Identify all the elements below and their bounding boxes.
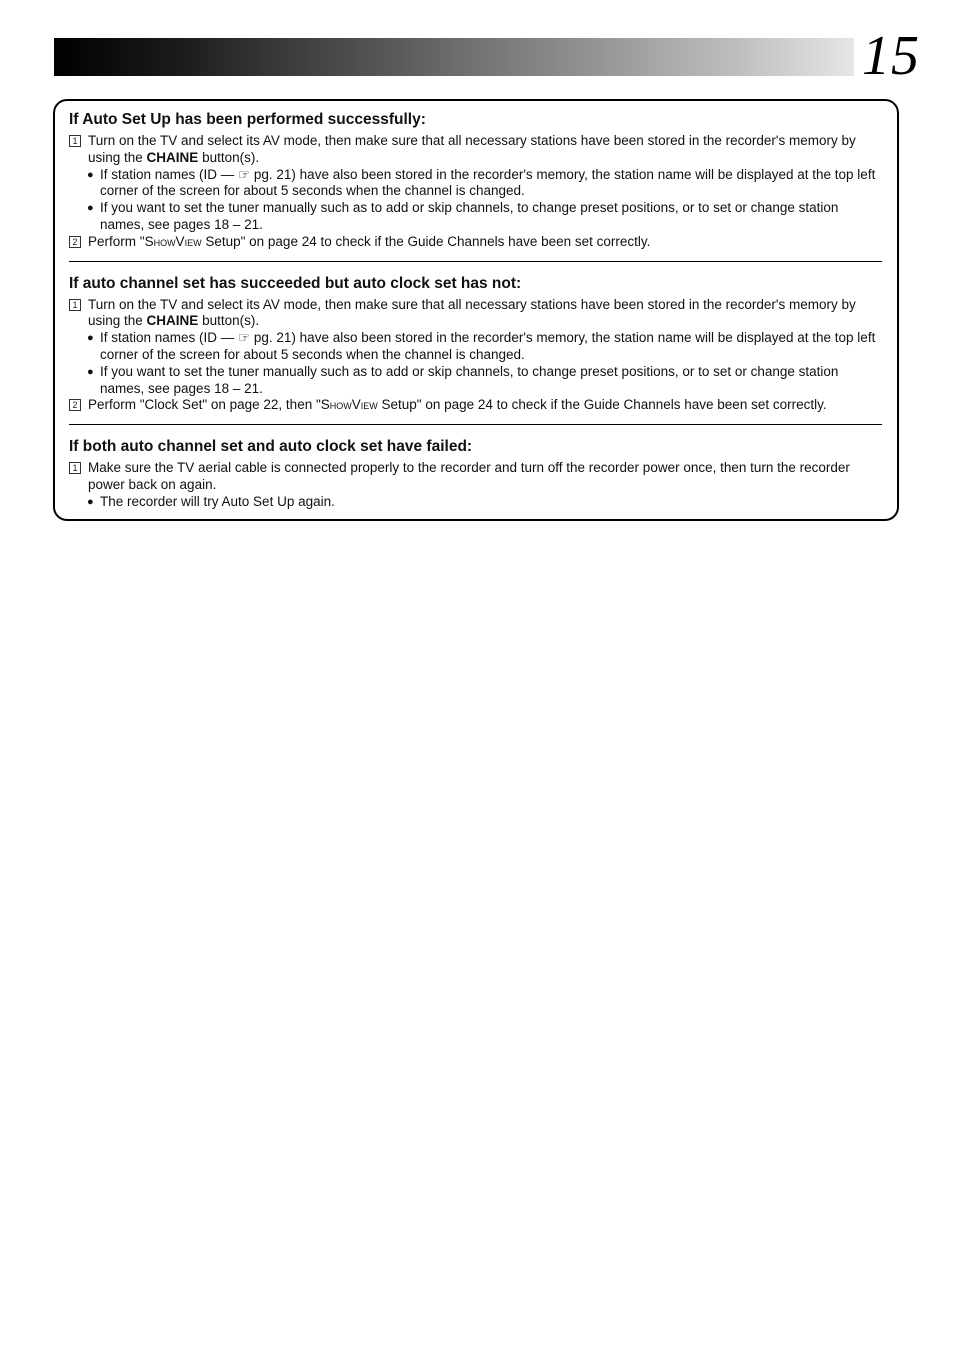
note-text: If station names (ID — ☞ pg. 21) have also been stored in the recorder's memory, the station name will be displayed at the top left corner of the screen for about 5 seconds when the channel is changed. [100, 330, 876, 362]
note-bullet [69, 330, 882, 364]
step-number-box: 2 [69, 399, 81, 411]
section-auto-setup-success [69, 109, 882, 251]
note-bullet [69, 364, 882, 398]
section-title: If both auto channel set and auto clock set have failed: [69, 438, 473, 456]
note-text: If you want to set the tuner manually such as to add or skip channels, to change preset positions, or to set or change station names, see pages 18 – 21. [100, 200, 839, 232]
step-1 [69, 460, 882, 494]
note-bullet [69, 167, 882, 201]
note-text: If you want to set the tuner manually such as to add or skip channels, to change preset positions, or to set or change station names, see pages 18 – 21. [100, 363, 839, 396]
step-number-box: 1 [69, 135, 81, 147]
bullet-icon: ● [87, 495, 94, 508]
step-text: Perform "Clock Set" on page 22, then " [88, 397, 321, 413]
button-name: CHAINE [146, 313, 199, 329]
note-bullet [69, 200, 882, 234]
page-number: 15 [862, 25, 920, 87]
section-divider [69, 261, 882, 262]
note-bullet [69, 494, 882, 511]
section-clock-set-failed [69, 273, 882, 415]
step-2 [69, 234, 882, 251]
step-text: button(s). [198, 313, 260, 329]
instructions-panel [53, 99, 899, 521]
step-1 [69, 297, 882, 331]
bullet-icon: ● [87, 202, 94, 215]
note-text: If station names (ID — ☞ pg. 21) have also been stored in the recorder's memory, the station name will be displayed at the top left corner of the screen for about 5 seconds when the channel is changed. [100, 166, 876, 199]
section-all-failed [69, 436, 882, 510]
showview-label: ShowView [320, 397, 378, 413]
step-number-box: 2 [69, 236, 81, 248]
step-number-box: 1 [69, 462, 81, 474]
button-name: CHAINE [146, 149, 199, 165]
bullet-icon: ● [87, 365, 94, 378]
note-text: The recorder will try Auto Set Up again. [100, 493, 335, 509]
step-text: button(s). [198, 149, 260, 165]
step-text: Setup" on page 24 to check if the Guide Channels have been set correctly. [377, 397, 827, 413]
step-text: Turn on the TV and select its AV mode, then make sure that all necessary stations have been stored in the recorder's memory by using the [88, 133, 856, 165]
step-text: Setup" on page 24 to check if the Guide Channels have been set correctly. [201, 233, 651, 249]
header-gradient-bar [54, 38, 854, 76]
section-title: If auto channel set has succeeded but auto clock set has not: [69, 274, 522, 292]
step-number-box: 1 [69, 299, 81, 311]
bullet-icon: ● [87, 168, 94, 181]
step-text: Perform " [88, 233, 145, 249]
step-text: Make sure the TV aerial cable is connected properly to the recorder and turn off the recorder power once, then turn the recorder power back on again. [88, 460, 850, 492]
bullet-icon: ● [87, 332, 94, 345]
showview-label: ShowView [144, 233, 202, 249]
section-divider [69, 424, 882, 425]
step-1 [69, 133, 882, 167]
step-text: Turn on the TV and select its AV mode, then make sure that all necessary stations have been stored in the recorder's memory by using the [88, 296, 856, 329]
step-2 [69, 397, 882, 414]
section-title: If Auto Set Up has been performed successfully: [69, 111, 426, 128]
